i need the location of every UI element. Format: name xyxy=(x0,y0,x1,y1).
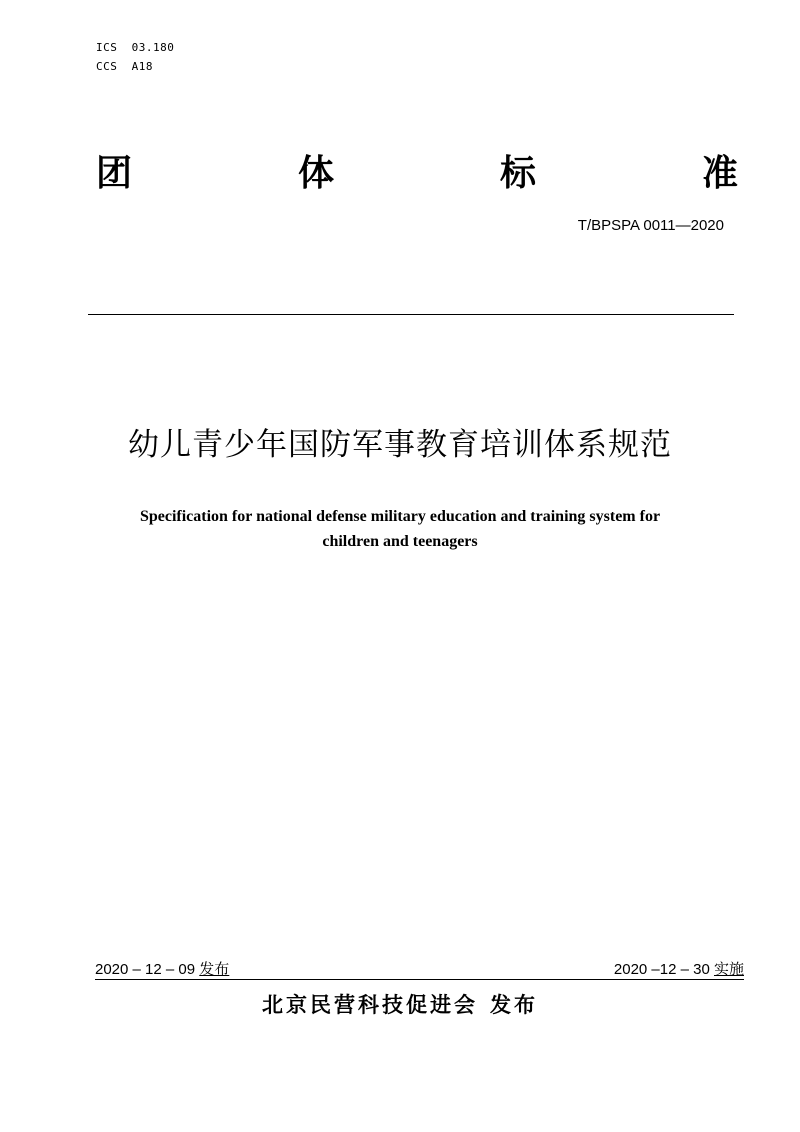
ics-code: ICS 03.180 xyxy=(96,41,175,54)
issue-date-label: 发布 xyxy=(199,961,230,978)
title-en-line-2: children and teenagers xyxy=(322,533,478,550)
document-title-en xyxy=(60,504,740,554)
bottom-divider xyxy=(95,979,744,980)
effective-date-label: 实施 xyxy=(713,961,744,978)
issue-date-value: 2020 – 12 – 09 xyxy=(95,961,200,978)
standard-type-char-4: 准 xyxy=(701,153,738,194)
title-en-line-1: Specification for national defense military education and training system for xyxy=(139,508,661,525)
standard-type-char-1: 团 xyxy=(96,153,133,194)
standard-type-heading xyxy=(96,150,738,198)
standard-type-char-2: 体 xyxy=(297,153,334,194)
document-title-zh: 幼儿青少年国防军事教育培训体系规范 xyxy=(128,427,672,463)
publisher-name: 北京民营科技促进会 xyxy=(262,993,478,1017)
effective-date-value: 2020 –12 – 30 xyxy=(613,961,714,978)
issue-date xyxy=(95,958,229,979)
standard-code: T/BPSPA 0011—2020 xyxy=(577,217,724,234)
publisher xyxy=(0,990,800,1020)
publisher-label: 发布 xyxy=(490,993,538,1017)
ccs-code: CCS A18 xyxy=(96,60,153,73)
effective-date xyxy=(614,958,744,979)
standard-type-char-3: 标 xyxy=(499,153,536,194)
top-divider xyxy=(88,314,734,315)
classification-codes xyxy=(96,38,174,76)
